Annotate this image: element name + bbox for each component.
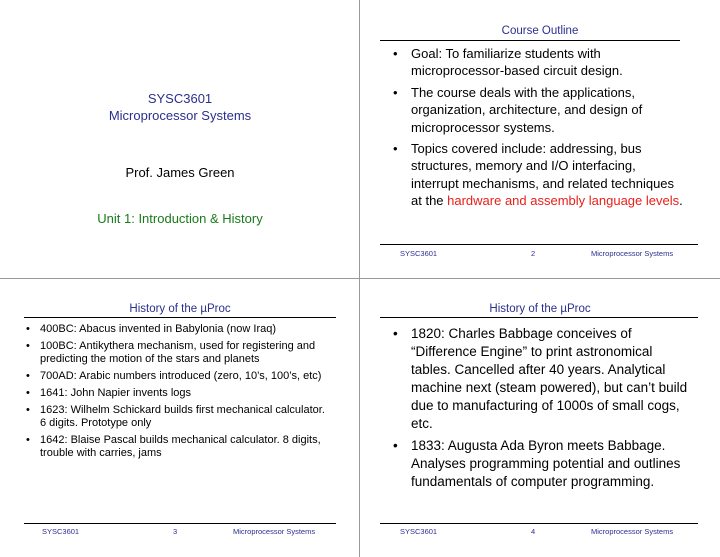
bullet-icon: • xyxy=(393,141,398,157)
slide-title: History of the µProc xyxy=(489,303,591,315)
bullet-icon: • xyxy=(393,84,398,100)
bullet-icon: • xyxy=(26,404,30,416)
page-number: 3 xyxy=(173,527,178,536)
author-name: Prof. James Green xyxy=(125,165,235,180)
footer-title: Microprocessor Systems xyxy=(233,527,316,536)
bullet-list xyxy=(393,45,685,210)
title-rule xyxy=(380,40,680,41)
bullet-icon: • xyxy=(26,387,30,399)
unit-title: Unit 1: Introduction & History xyxy=(97,211,263,226)
list-item: • 100BC: Antikythera mechanism, used for registering and predicting the motion of the stars and planets xyxy=(26,340,316,365)
list-item: • Topics covered include: addressing, bus structures, memory and I/O interfacing, interrupt mechanisms, and related techniques at the hardware and assembly language levels. xyxy=(393,141,683,209)
list-item: • 1820: Charles Babbage conceives of “Difference Engine” to print astronomical tables. Cancelled after 40 years. Analytical machine next (steam powered), but can’t build due to manufacturing of 1000s of small cogs, etc. xyxy=(393,326,688,431)
list-item: • 400BC: Abacus invented in Babylonia (now Iraq) xyxy=(26,323,277,335)
footer-course: SYSC3601 xyxy=(42,527,80,536)
slide-title: Course Outline xyxy=(501,25,579,37)
bullet-icon: • xyxy=(26,323,30,335)
footer-course: SYSC3601 xyxy=(400,249,438,258)
slide-2 xyxy=(360,0,720,278)
list-item: • 700AD: Arabic numbers introduced (zero, 10’s, 100’s, etc) xyxy=(26,370,322,382)
course-name: Microprocessor Systems xyxy=(108,108,252,123)
bullet-icon: • xyxy=(393,46,398,61)
page-number: 2 xyxy=(531,249,536,258)
course-code: SYSC3601 xyxy=(147,91,213,106)
list-item: • 1642: Blaise Pascal builds mechanical calculator. 8 digits, trouble with carries, jams xyxy=(26,434,321,459)
footer-course: SYSC3601 xyxy=(400,527,438,536)
list-item: • 1641: John Napier invents logs xyxy=(26,387,192,399)
list-item: • The course deals with the applications, organization, architecture, and design of microprocessor systems. xyxy=(393,84,643,135)
footer-title: Microprocessor Systems xyxy=(591,527,674,536)
footer-rule xyxy=(380,523,698,524)
bullet-icon: • xyxy=(26,434,30,446)
list-item: • 1833: Augusta Ada Byron meets Babbage. Analyses programming potential and outlines fundamentals of computer programming. xyxy=(393,438,681,489)
bullet-icon: • xyxy=(393,438,398,453)
list-item: • 1623: Wilhelm Schickard builds first mechanical calculator. 6 digits. Prototype only xyxy=(26,404,325,429)
bullet-icon: • xyxy=(26,370,30,382)
slide-1 xyxy=(0,0,360,278)
page-number: 4 xyxy=(531,527,536,536)
highlight-text: hardware and assembly language levels xyxy=(447,193,680,209)
footer-rule xyxy=(24,523,336,524)
bullet-icon: • xyxy=(26,340,30,352)
list-item: • Goal: To familiarize students with microprocessor-based circuit design. xyxy=(393,46,623,79)
footer-rule xyxy=(380,244,698,245)
slide-3 xyxy=(0,279,360,557)
slide-4 xyxy=(360,279,720,557)
title-rule xyxy=(380,317,698,318)
title-rule xyxy=(24,317,336,318)
bullet-list xyxy=(393,325,693,495)
footer-title: Microprocessor Systems xyxy=(591,249,674,258)
bullet-list xyxy=(26,323,326,464)
bullet-icon: • xyxy=(393,326,398,341)
slide-title: History of the µProc xyxy=(129,303,231,315)
